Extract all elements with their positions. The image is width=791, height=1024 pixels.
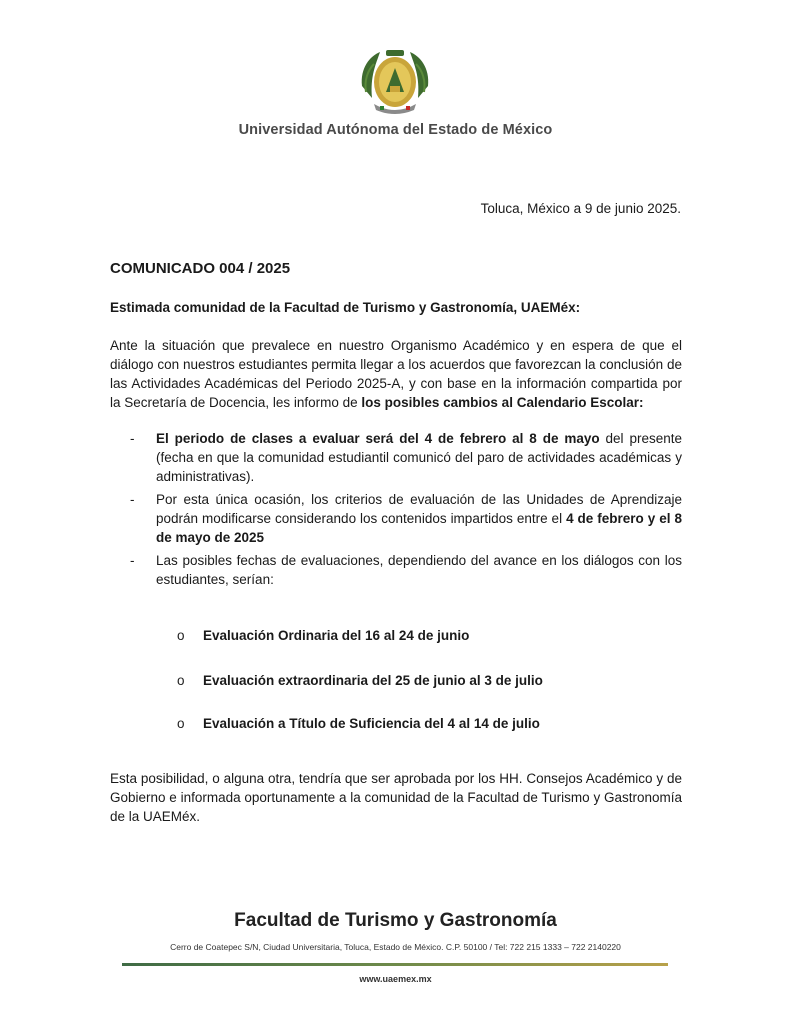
address-line: Cerro de Coatepec S/N, Ciudad Universitaria, Toluca, Estado de México. C.P. 50100 / Tel: 722 215 1333 – 722 2140220 [170, 942, 621, 952]
bullet-dash: - [130, 492, 135, 507]
website-link[interactable]: www.uaemex.mx [359, 974, 432, 984]
bullet-dash: - [130, 553, 135, 568]
intro-text: Ante la situación que prevalece en nuestro Organismo Académico y en espera de que el diálogo con nuestros estudiantes permita llegar a los acuerdos que favorezcan la conclusión de las Actividades Académicas del Periodo 2025-A, y con base en la información compartida por la Secretaría de Docencia, les informo de [110, 338, 682, 410]
evaluation-text: Evaluación a Título de Suficiencia del 4 al 14 de julio [203, 716, 540, 731]
university-crest-logo [356, 46, 434, 116]
evaluation-item-ordinary [177, 628, 469, 643]
evaluation-text: Evaluación Ordinaria del 16 al 24 de junio [203, 628, 470, 643]
bullet-bold-text: 4 de febrero y el 8 de mayo de 2025 [156, 511, 683, 545]
list-item [110, 429, 682, 486]
bullet-text: Las posibles fechas de evaluaciones, dependiendo del avance en los diálogos con los estudiantes, serían: [156, 553, 682, 587]
list-item [110, 551, 682, 589]
bullet-list [110, 429, 682, 593]
circle-bullet-icon: o [177, 673, 185, 688]
bullet-dash: - [130, 431, 135, 446]
university-name: Universidad Autónoma del Estado de México [238, 122, 553, 138]
bullet-text: Por esta única ocasión, los criterios de evaluación de las Unidades de Aprendizaje podrán modificarse considerando los contenidos impartidos entre el [156, 492, 682, 526]
date-line: Toluca, México a 9 de junio 2025. [480, 201, 681, 216]
evaluation-text: Evaluación extraordinaria del 25 de junio al 3 de julio [203, 673, 543, 688]
bullet-text: del presente (fecha en que la comunidad estudiantil comunicó del paro de actividades académicas y administrativas). [156, 431, 682, 484]
intro-paragraph [110, 336, 682, 412]
evaluation-item-sufficiency [177, 716, 540, 731]
communique-title: COMUNICADO 004 / 2025 [110, 260, 291, 277]
faculty-name: Facultad de Turismo y Gastronomía [234, 910, 557, 931]
evaluation-item-extraordinary [177, 673, 543, 688]
greeting: Estimada comunidad de la Facultad de Turismo y Gastronomía, UAEMéx: [110, 300, 581, 315]
closing-paragraph: Esta posibilidad, o alguna otra, tendría que ser aprobada por los HH. Consejos Académico y de Gobierno e informada oportunamente a la comunidad de la Facultad de Turismo y Gastronomía de la UAEMéx. [110, 771, 682, 824]
circle-bullet-icon: o [177, 628, 185, 643]
circle-bullet-icon: o [177, 716, 185, 731]
footer-divider [122, 963, 668, 966]
list-item [110, 490, 682, 547]
bullet-bold-text: El periodo de clases a evaluar será del 4 de febrero al 8 de mayo [156, 431, 600, 446]
intro-bold-text: los posibles cambios al Calendario Escolar: [361, 395, 644, 410]
